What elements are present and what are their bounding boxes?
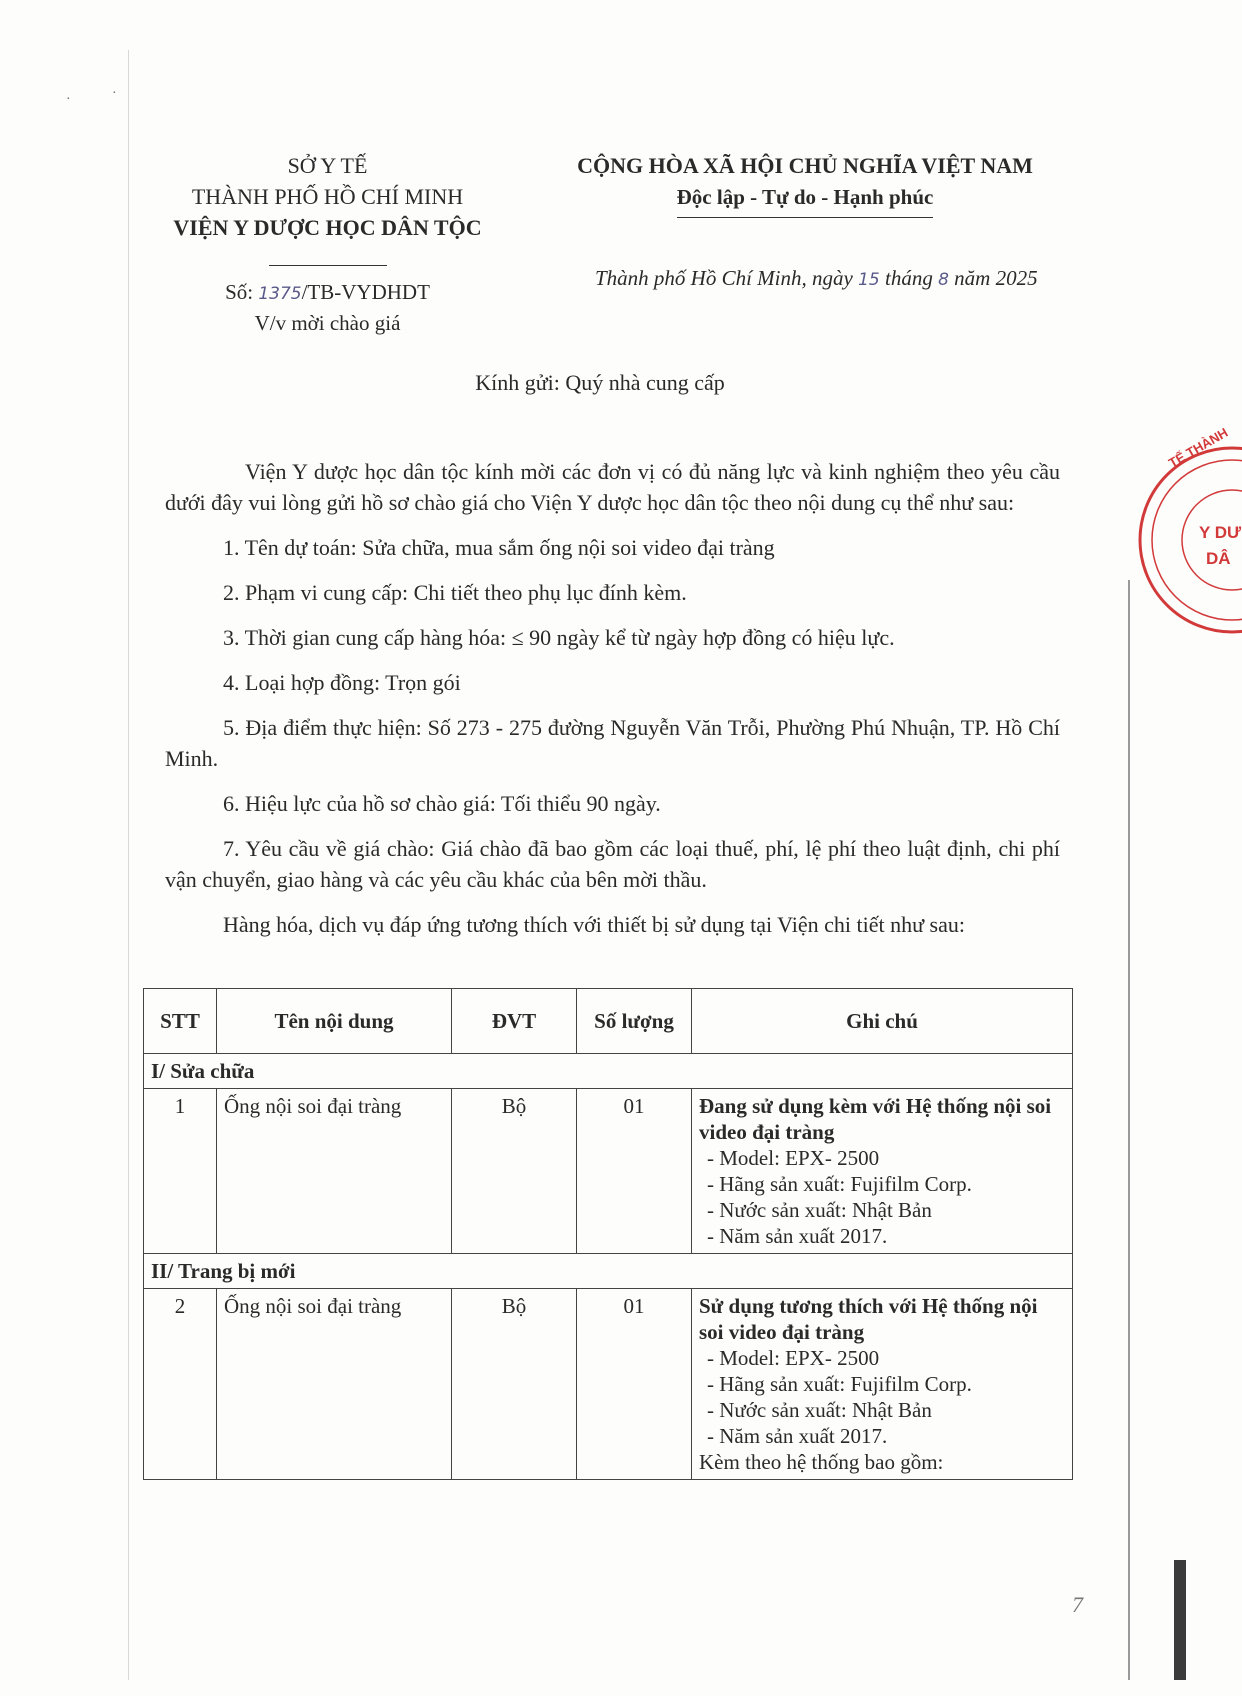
- table-intro: Hàng hóa, dịch vụ đáp ứng tương thích với thiết bị sử dụng tại Viện chi tiết như sau:: [223, 912, 965, 937]
- cell-note: [692, 1289, 1073, 1480]
- handwritten-day: 15: [858, 270, 880, 290]
- section-label: I/ Sửa chữa: [144, 1054, 1073, 1089]
- note-title: Đang sử dụng kèm với Hệ thống nội soi video đại tràng: [699, 1094, 1052, 1144]
- cell-quantity: 01: [577, 1289, 692, 1480]
- section-label: II/ Trang bị mới: [144, 1254, 1073, 1289]
- list-item: 7. Yêu cầu về giá chào: Giá chào đã bao gồm các loại thuế, phí, lệ phí theo luật định, chi phí vận chuyển, giao hàng và các yêu cầu khác của bên mời thầu.: [165, 836, 1060, 892]
- agency-line-1: SỞ Y TẾ: [287, 153, 368, 178]
- cell-unit: Bộ: [452, 1089, 577, 1254]
- list-item: 2. Phạm vi cung cấp: Chi tiết theo phụ lục đính kèm.: [223, 580, 687, 605]
- page-mark: 7: [1072, 1592, 1083, 1617]
- official-seal-stamp: [1112, 424, 1242, 640]
- goods-table: [143, 988, 1073, 1480]
- table-header-row: [144, 989, 1073, 1054]
- scan-speck: ·: [112, 86, 117, 101]
- handwritten-month: 8: [938, 270, 949, 290]
- note-bullet: - Hãng sản xuất: Fujifilm Corp.: [699, 1371, 1065, 1397]
- document-subject: V/v mời chào giá: [254, 311, 401, 335]
- stamp-text-mid: Y DƯ: [1199, 523, 1242, 542]
- column-header: ĐVT: [452, 989, 577, 1054]
- cell-name: Ống nội soi đại tràng: [217, 1089, 452, 1254]
- cell-stt: 1: [144, 1089, 217, 1254]
- note-bullets: [699, 1145, 1065, 1249]
- note-tail: Kèm theo hệ thống bao gồm:: [699, 1450, 944, 1474]
- list-item: 6. Hiệu lực của hồ sơ chào giá: Tối thiểu 90 ngày.: [223, 791, 661, 816]
- handwritten-number: 1375: [258, 284, 302, 304]
- table-row: [144, 1289, 1073, 1480]
- header-underline: [269, 265, 387, 266]
- cell-stt: 2: [144, 1289, 217, 1480]
- document-number: Số: 1375/TB-VYDHDT: [225, 280, 430, 304]
- stamp-text-top: TẾ THÀNH: [1166, 424, 1231, 471]
- country-name: CỘNG HÒA XÃ HỘI CHỦ NGHĨA VIỆT NAM: [577, 153, 1033, 178]
- note-bullet: - Nước sản xuất: Nhật Bản: [699, 1197, 1065, 1223]
- note-bullets: [699, 1345, 1065, 1449]
- column-header: Tên nội dung: [217, 989, 452, 1054]
- note-bullet: - Năm sản xuất 2017.: [699, 1223, 1065, 1249]
- cell-unit: Bộ: [452, 1289, 577, 1480]
- salutation: Kính gửi: Quý nhà cung cấp: [475, 370, 725, 395]
- note-bullet: - Nước sản xuất: Nhật Bản: [699, 1397, 1065, 1423]
- date-line: Thành phố Hồ Chí Minh, ngày 15 tháng 8 năm 2025: [595, 266, 1038, 290]
- scan-edge-right: [1128, 580, 1130, 1680]
- note-title: Sử dụng tương thích với Hệ thống nội soi video đại tràng: [699, 1294, 1038, 1344]
- column-header: Ghi chú: [692, 989, 1073, 1054]
- scan-speck: ·: [66, 92, 71, 107]
- scan-shadow: [1174, 1560, 1186, 1680]
- intro-paragraph: Viện Y dược học dân tộc kính mời các đơn vị có đủ năng lực và kinh nghiệm theo yêu cầu dưới đây vui lòng gửi hồ sơ chào giá cho Viện Y dược học dân tộc theo nội dung cụ thể như sau:: [165, 459, 1060, 515]
- issuing-agency-block: [150, 150, 505, 338]
- cell-name: Ống nội soi đại tràng: [217, 1289, 452, 1480]
- table-row: [144, 1089, 1073, 1254]
- column-header: STT: [144, 989, 217, 1054]
- national-header: [555, 150, 1055, 218]
- section-row: [144, 1054, 1073, 1089]
- scan-edge-left: [128, 50, 129, 1680]
- note-bullet: - Hãng sản xuất: Fujifilm Corp.: [699, 1171, 1065, 1197]
- note-bullet: - Năm sản xuất 2017.: [699, 1423, 1065, 1449]
- list-item: 4. Loại hợp đồng: Trọn gói: [223, 670, 461, 695]
- cell-quantity: 01: [577, 1089, 692, 1254]
- column-header: Số lượng: [577, 989, 692, 1054]
- national-motto: Độc lập - Tự do - Hạnh phúc: [677, 182, 934, 218]
- cell-note: [692, 1089, 1073, 1254]
- stamp-text-bottom: DÂ: [1206, 549, 1231, 568]
- note-bullet: - Model: EPX- 2500: [699, 1345, 1065, 1371]
- list-item: 5. Địa điểm thực hiện: Số 273 - 275 đường Nguyễn Văn Trỗi, Phường Phú Nhuận, TP. Hồ Chí Minh.: [165, 715, 1060, 771]
- agency-line-2: THÀNH PHỐ HỒ CHÍ MINH: [191, 184, 464, 209]
- letter-body: [165, 456, 1060, 940]
- note-bullet: - Model: EPX- 2500: [699, 1145, 1065, 1171]
- list-item: 1. Tên dự toán: Sửa chữa, mua sắm ống nội soi video đại tràng: [223, 535, 775, 560]
- list-item: 3. Thời gian cung cấp hàng hóa: ≤ 90 ngày kể từ ngày hợp đồng có hiệu lực.: [223, 625, 895, 650]
- institute-name: VIỆN Y DƯỢC HỌC DÂN TỘC: [173, 215, 482, 240]
- section-row: [144, 1254, 1073, 1289]
